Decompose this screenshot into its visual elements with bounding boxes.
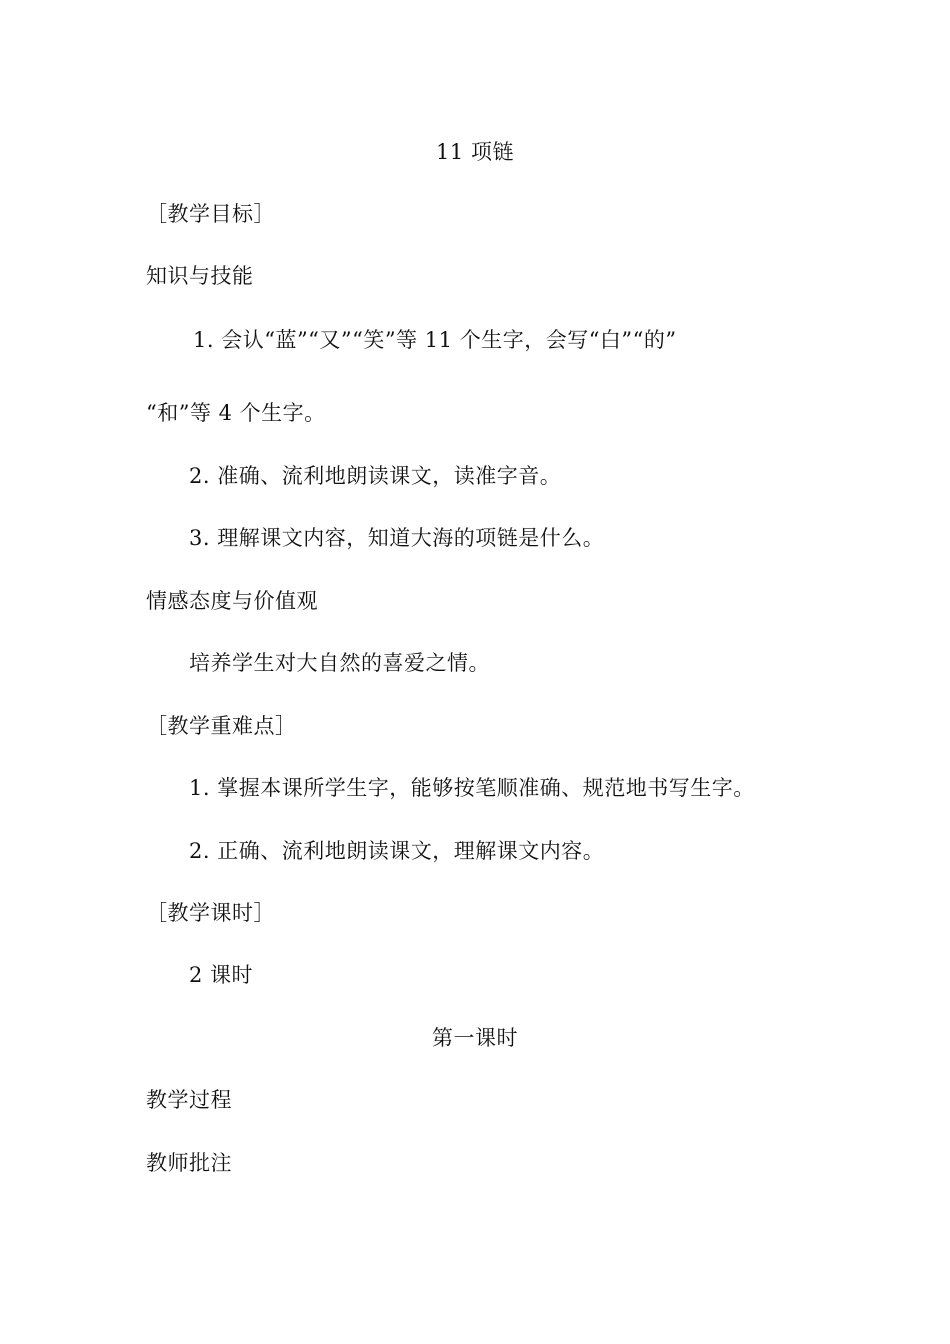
goal-item-3: 3. 理解课文内容，知道大海的项链是什么。 xyxy=(189,526,605,550)
subheading-teacher-notes: 教师批注 xyxy=(146,1151,232,1175)
section-heading-key-points: ［教学重难点］ xyxy=(146,714,297,738)
subheading-process: 教学过程 xyxy=(146,1088,232,1112)
emotion-text: 培养学生对大自然的喜爱之情。 xyxy=(189,651,490,675)
goal-item-1-line-1: 1. 会认“蓝”“又”“笑”等 11 个生字，会写“白”“的” xyxy=(193,328,677,352)
subheading-emotion: 情感态度与价值观 xyxy=(146,589,318,613)
key-point-2: 2. 正确、流利地朗读课文，理解课文内容。 xyxy=(189,839,605,863)
first-period-title: 第一课时 xyxy=(432,1026,518,1050)
subheading-knowledge: 知识与技能 xyxy=(146,264,254,288)
section-heading-periods: ［教学课时］ xyxy=(146,901,275,925)
section-heading-goals: ［教学目标］ xyxy=(146,202,275,226)
document-title: 11 项链 xyxy=(436,140,514,164)
periods-text: 2 课时 xyxy=(189,963,254,987)
goal-item-1-line-2: “和”等 4 个生字。 xyxy=(146,401,326,425)
key-point-1: 1. 掌握本课所学生字，能够按笔顺准确、规范地书写生字。 xyxy=(189,776,755,800)
goal-item-2: 2. 准确、流利地朗读课文，读准字音。 xyxy=(189,464,562,488)
